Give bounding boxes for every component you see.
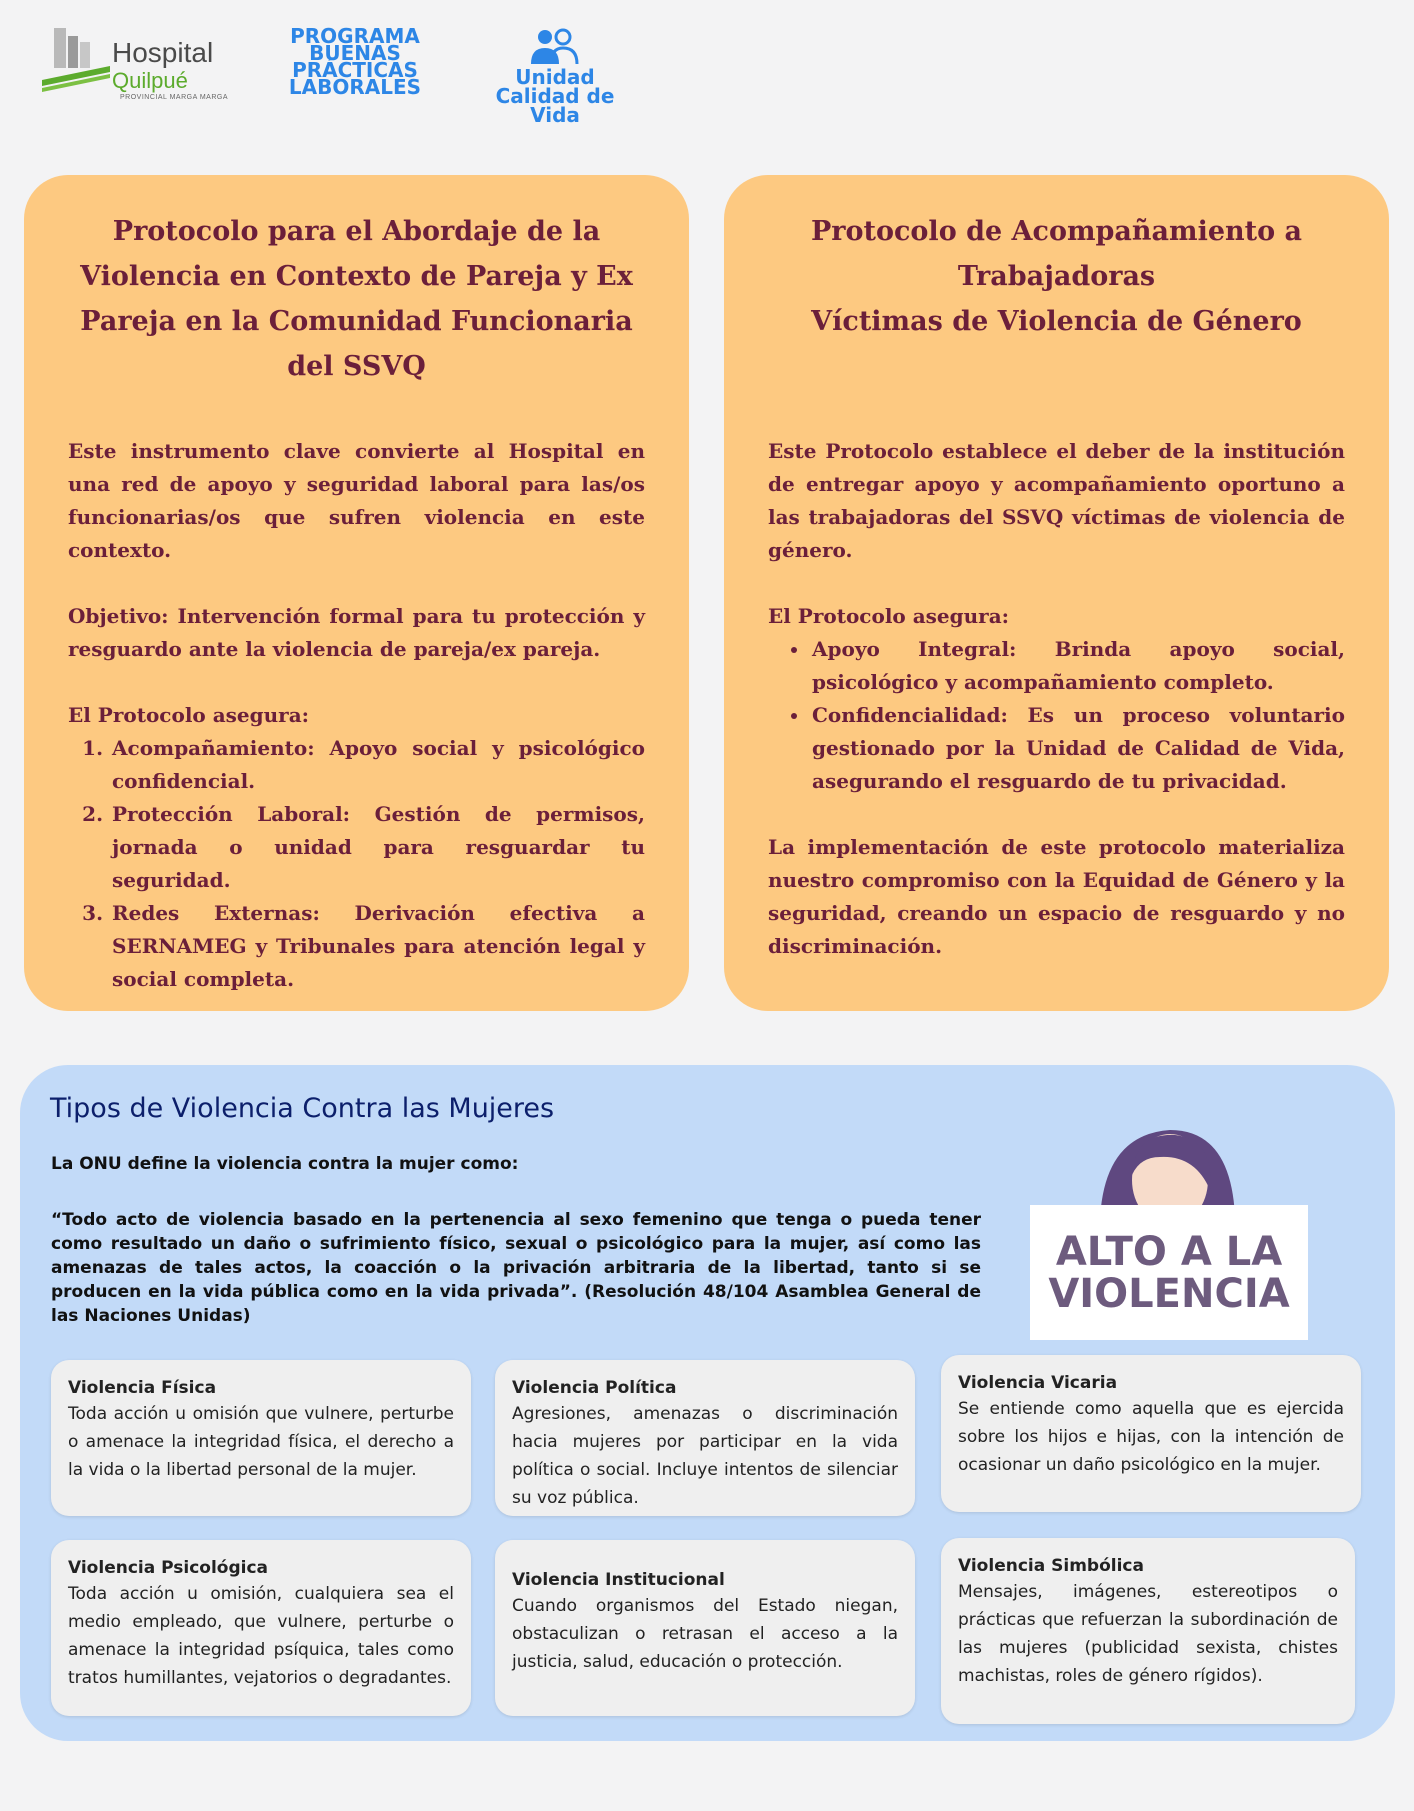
violence-type-desc: Mensajes, imágenes, estereotipos o prácticas que refuerzan la subordinación de las mujeres (publicidad sexista, chistes machistas, roles de género rígidos).: [958, 1582, 1338, 1686]
violence-type-title: Violencia Vicaria: [958, 1373, 1118, 1393]
programa-logo: [285, 24, 425, 99]
violence-type-card: [495, 1360, 915, 1516]
violence-type-desc: Toda acción u omisión que vulnere, perturbe o amenace la integridad física, el derecho a la vida o la libertad personal de la mujer.: [68, 1404, 454, 1480]
list-item: 3. Redes Externas: Derivación efectiva a SERNAMEG y Tribunales para atención legal y social completa.: [110, 897, 645, 996]
assures-list: [768, 633, 1345, 798]
programa-logo-line: BUENAS: [309, 41, 401, 65]
violence-type-desc: Toda acción u omisión, cualquiera sea el medio empleado, que vulnere, perturbe o amenace la integridad psíquica, tales como tratos humillantes, vejatorios o degradantes.: [68, 1584, 454, 1688]
card-title-line: Protocolo de Acompañamiento a: [810, 216, 1303, 247]
unidad-logo-line: Calidad de Vida: [495, 84, 615, 127]
programa-logo-line: PROGRAMA: [290, 24, 420, 48]
list-item: • Confidencialidad: Es un proceso voluntario gestionado por la Unidad de Calidad de Vida, asegurando el resguardo de tu privacidad.: [810, 699, 1345, 798]
card-title-line: Víctimas de Violencia de Género: [811, 306, 1302, 337]
protocol-card-gender-violence: [724, 175, 1389, 1011]
violence-type-card: [51, 1540, 471, 1716]
sign-line: ALTO A LA: [1055, 1228, 1283, 1275]
list-item: • Apoyo Integral: Brinda apoyo social, psicológico y acompañamiento completo.: [810, 633, 1345, 699]
hospital-logo-line2: Quilpué: [112, 68, 188, 93]
violence-type-card: [941, 1538, 1355, 1724]
stop-violence-sign: [1030, 1205, 1308, 1340]
people-icon: [525, 28, 585, 66]
hospital-building-icon: [40, 22, 120, 94]
hospital-logo-sub: PROVINCIAL MARGA MARGA: [120, 94, 228, 101]
violence-type-desc: Agresiones, amenazas o discriminación hacia mujeres por participar en la vida política o social. Incluye intentos de silenciar su voz pública.: [512, 1404, 898, 1508]
violence-type-desc: Cuando organismos del Estado niegan, obstaculizan o retrasan el acceso a la justicia, salud, educación o protección.: [512, 1596, 898, 1672]
violence-type-card: [51, 1360, 471, 1516]
unidad-logo-line: Unidad: [515, 65, 595, 89]
assures-list: [68, 732, 645, 996]
violence-type-title: Violencia Física: [68, 1378, 217, 1398]
protocol-card-partner-violence: [24, 175, 689, 1011]
card-assures-label: El Protocolo asegura:: [768, 604, 1010, 628]
card-intro: Este instrumento clave convierte al Hospital en una red de apoyo y seguridad laboral para las/os funcionarias/os que sufren violencia en este contexto.: [68, 439, 645, 562]
programa-logo-line: PRÁCTICAS: [292, 58, 418, 82]
hospital-logo-line1: Hospital: [112, 37, 214, 68]
section-title: Tipos de Violencia Contra las Mujeres: [50, 1093, 555, 1124]
violence-type-title: Violencia Simbólica: [958, 1556, 1144, 1576]
card-title: [764, 209, 1349, 344]
violence-type-title: Violencia Política: [512, 1378, 677, 1398]
violence-type-card: [941, 1355, 1361, 1512]
card-objective: Objetivo: Intervención formal para tu protección y resguardo ante la violencia de pareja/ex pareja.: [68, 604, 645, 661]
violence-type-desc: Se entiende como aquella que es ejercida sobre los hijos e hijas, con la intención de ocasionar un daño psicológico en la mujer.: [958, 1399, 1344, 1475]
programa-logo-line: LABORALES: [288, 75, 422, 99]
onu-intro: La ONU define la violencia contra la mujer como:: [51, 1154, 519, 1174]
violence-type-title: Violencia Psicológica: [68, 1558, 269, 1578]
card-title: Protocolo para el Abordaje de la Violencia en Contexto de Pareja y Ex Pareja en la Comunidad Funcionaria del SSVQ: [80, 216, 633, 382]
onu-quote: “Todo acto de violencia basado en la pertenencia al sexo femenino que tenga o pueda tener como resultado un daño o sufrimiento físico, sexual o psicológico para la mujer, así como las amenazas de tales actos, la coacción o la privación arbitraria de la libertad, tanto si se producen en la vida pública como en la vida privada”. (Resolución 48/104 Asamblea General de las Naciones Unidas): [51, 1210, 981, 1326]
card-closing: La implementación de este protocolo materializa nuestro compromiso con la Equidad de Género y la seguridad, creando un espacio de resguardo y no discriminación.: [768, 835, 1345, 958]
sign-line: VIOLENCIA: [1048, 1270, 1290, 1317]
violence-type-card: [495, 1540, 915, 1716]
list-item: 2. Protección Laboral: Gestión de permisos, jornada o unidad para resguardar tu seguridad.: [110, 798, 645, 897]
card-intro: Este Protocolo establece el deber de la institución de entregar apoyo y acompañamiento oportuno a las trabajadoras del SSVQ víctimas de violencia de género.: [768, 439, 1345, 562]
card-title-line: Trabajadoras: [957, 261, 1156, 292]
list-item: 1. Acompañamiento: Apoyo social y psicológico confidencial.: [110, 732, 645, 798]
unidad-logo: [470, 28, 640, 125]
card-assures-label: El Protocolo asegura:: [68, 703, 310, 727]
hospital-logo: [40, 22, 240, 102]
violence-type-title: Violencia Institucional: [512, 1570, 725, 1590]
